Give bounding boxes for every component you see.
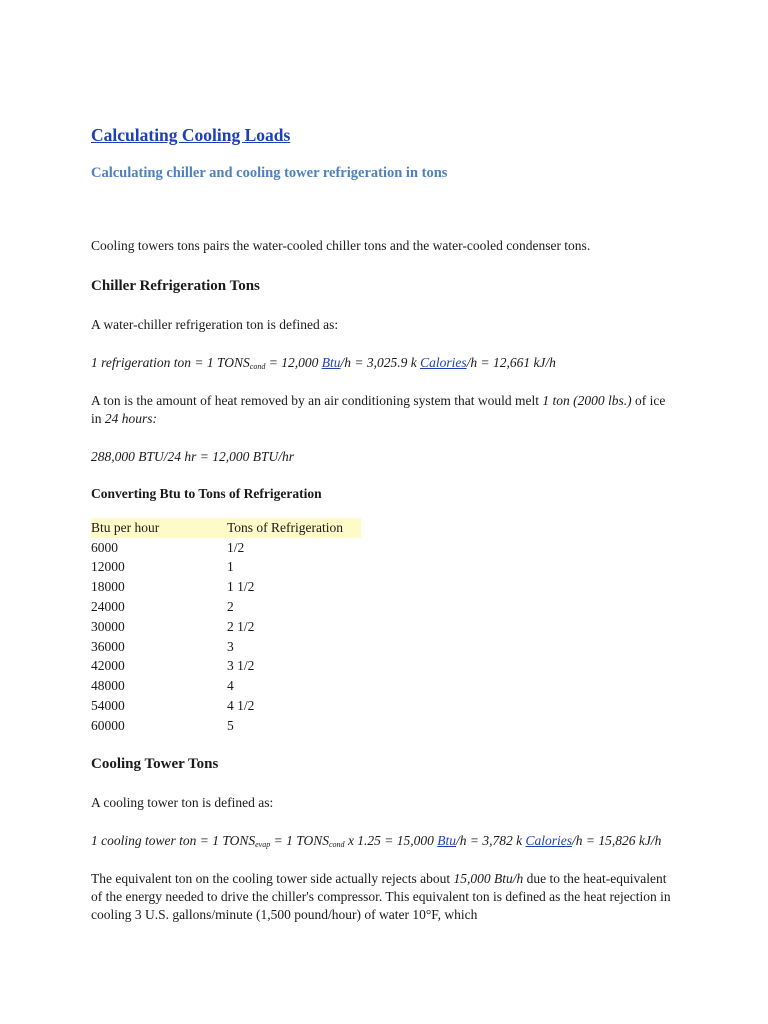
table-row [91, 657, 361, 677]
btu-cell: 30000 [91, 618, 125, 634]
formula-text: = 12,000 [265, 355, 322, 370]
calories-link[interactable]: Calories [525, 832, 573, 848]
btu-cell: 12000 [91, 559, 125, 575]
formula-text: 1 refrigeration ton = 1 TONS [91, 355, 250, 370]
page-subtitle: Calculating chiller and cooling tower refrigeration in tons [91, 165, 448, 181]
paragraph-emphasis: 1 ton (2000 lbs.) [542, 393, 632, 408]
tons-cell: 1 1/2 [227, 579, 255, 595]
tons-cell: 1/2 [227, 539, 245, 555]
table-row [91, 696, 361, 716]
table-row [91, 637, 361, 657]
cooling-tower-heading: Cooling Tower Tons [91, 755, 219, 772]
btu-cell: 42000 [91, 658, 125, 674]
btu-link[interactable]: Btu [321, 355, 341, 370]
formula-subscript: cond [329, 839, 345, 849]
formula-text: /h = 15,826 kJ/h [572, 832, 662, 848]
table-row [91, 617, 361, 637]
formula-text: /h = 3,025.9 k [340, 355, 421, 370]
formula-text: /h = 12,661 kJ/h [466, 355, 556, 370]
table-row [91, 558, 361, 578]
btu-cell: 36000 [91, 638, 125, 654]
table-row [91, 716, 361, 736]
btu-cell: 18000 [91, 579, 125, 595]
formula-subscript: evap [255, 839, 271, 849]
tons-cell: 4 1/2 [227, 698, 255, 714]
paragraph-emphasis: 24 hours: [104, 411, 158, 426]
tower-formula [91, 832, 671, 850]
page-title[interactable]: Calculating Cooling Loads [91, 125, 291, 145]
chiller-heading: Chiller Refrigeration Tons [91, 278, 260, 294]
tower-definition: A cooling tower ton is defined as: [91, 794, 274, 810]
tons-cell: 3 1/2 [227, 658, 255, 674]
calories-link[interactable]: Calories [420, 355, 467, 370]
btu-cell: 54000 [91, 698, 125, 714]
table-row [91, 538, 361, 558]
paragraph-emphasis: 15,000 Btu/h [453, 870, 524, 886]
btu-cell: 24000 [91, 599, 125, 615]
conversion-heading: Converting Btu to Tons of Refrigeration [91, 486, 322, 501]
btu-link[interactable]: Btu [437, 832, 457, 848]
ton-definition-paragraph [91, 392, 671, 428]
formula-text: 1 cooling tower ton = 1 TONS [91, 832, 256, 848]
tons-cell: 2 [227, 599, 234, 615]
intro-paragraph: Cooling towers tons pairs the water-cooled chiller tons and the water-cooled condenser tons. [91, 238, 591, 253]
column-header-btu: Btu per hour [91, 518, 227, 538]
tons-cell: 4 [227, 678, 234, 694]
document-body [91, 124, 671, 924]
btu-cell: 60000 [91, 717, 125, 733]
tons-cell: 1 [227, 559, 234, 575]
tons-cell: 5 [227, 717, 234, 733]
chiller-definition: A water-chiller refrigeration ton is defined as: [91, 317, 339, 332]
paragraph-text: A ton is the amount of heat removed by an air conditioning system that would melt [91, 393, 543, 408]
formula-subscript: cond [249, 362, 266, 371]
formula-text: = 1 TONS [270, 832, 329, 848]
table-row [91, 577, 361, 597]
table-row [91, 597, 361, 617]
table-header-row [91, 518, 361, 538]
btu-cell: 48000 [91, 678, 125, 694]
formula-text: x 1.25 = 15,000 [344, 832, 438, 848]
chiller-formula [91, 354, 671, 372]
tons-cell: 3 [227, 638, 234, 654]
paragraph-text: of ice in [91, 393, 666, 426]
btu-cell: 6000 [91, 539, 118, 555]
formula-text: /h = 3,782 k [456, 832, 526, 848]
conversion-table [91, 518, 361, 736]
table-row [91, 676, 361, 696]
tons-cell: 2 1/2 [227, 618, 255, 634]
column-header-tons: Tons of Refrigeration [227, 518, 361, 538]
paragraph-text: due to the heat-equivalent of the energy needed to drive the chiller's compressor. This equivalent ton is defined as the heat rejection in cooling 3 U.S. gallons/minute (1,500 pound/hour) of water 10°F, which [91, 870, 671, 922]
paragraph-text: The equivalent ton on the cooling tower side actually rejects about [91, 870, 454, 886]
btu-equation: 288,000 BTU/24 hr = 12,000 BTU/hr [91, 449, 295, 464]
equivalent-ton-paragraph [91, 870, 671, 924]
